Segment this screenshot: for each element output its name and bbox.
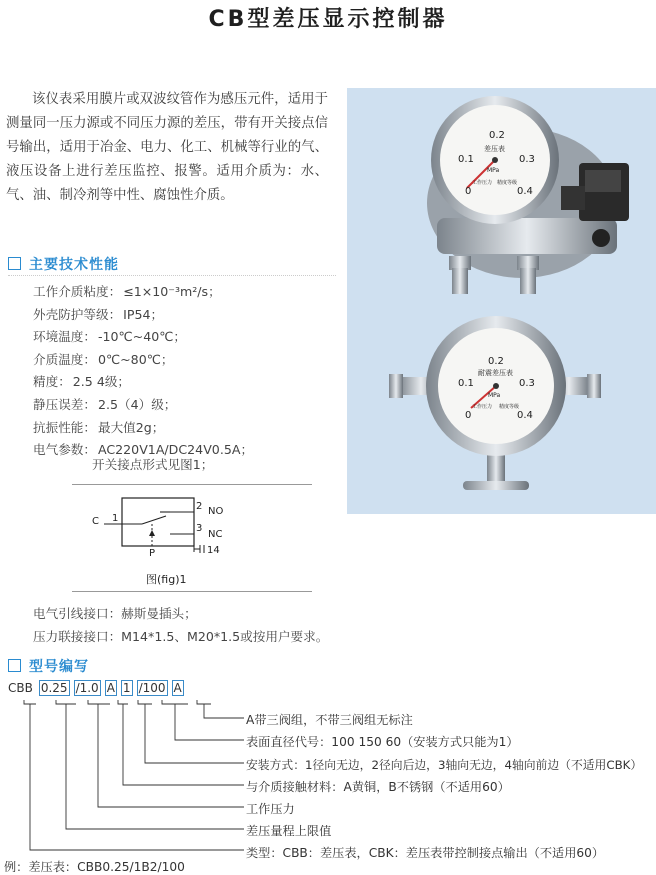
- gauge-bottom-tick: 0: [465, 410, 472, 421]
- model-leader-lines: [0, 697, 250, 857]
- spec-note: 开关接点形式见图1；: [92, 457, 214, 472]
- model-code: [8, 680, 184, 696]
- label-p: P: [149, 548, 156, 559]
- label-nc: NC: [208, 529, 223, 540]
- figure-bottom-rule: [72, 591, 312, 592]
- legend-item: A带三阀组，不带三阀组无标注: [246, 713, 413, 727]
- model-part: /100: [138, 681, 166, 695]
- gauge-top-tick: 0.2: [489, 130, 505, 141]
- gauge-bottom-tick: 0.4: [517, 410, 533, 421]
- gauge-bottom-text: 工作压力: [472, 404, 493, 410]
- legend-item: 表面直径代号：100 150 60（安装方式只能为1）: [246, 735, 519, 749]
- gauge-bottom-tick: 0.1: [458, 378, 474, 389]
- section-title-model: 型号编写: [8, 656, 89, 676]
- gauge-bottom-assembly: [389, 316, 601, 490]
- gauge-top-name: 差压表: [484, 145, 505, 153]
- section-marker-icon: [8, 659, 21, 672]
- spec-item: 抗振性能： 最大值2g；: [33, 419, 165, 435]
- spec-item: 工作介质粘度： ≤1×10⁻³m²/s；: [33, 284, 221, 299]
- intro-paragraph: 该仪表采用膜片或双波纹管作为感压元件，适用于测量同一压力源或不同压力源的差压，带有开关接点信号输出，适用于冶金、电力、化工、机械等行业的气、液压设备上进行差压监控、报警。适用介质为：水、气、油、制冷剂等中性、腐蚀性介质。: [6, 92, 328, 203]
- gauge-bottom-name: 耐震差压表: [478, 369, 513, 377]
- pressure-arrow: [149, 530, 155, 536]
- page-title: CB型差压显示控制器: [208, 7, 448, 32]
- label-no: NO: [208, 506, 224, 517]
- legend-item: 安装方式：1径向无边，2径向后边，3轴向无边，4轴向前边（不适用CBK）: [246, 758, 643, 772]
- gauge-bottom-tick: 0.2: [488, 356, 504, 367]
- spec-item: 电气引线接口：赫斯曼插头；: [33, 606, 197, 621]
- switch-contact-diagram: [90, 490, 250, 570]
- product-photo-illustration: [347, 88, 656, 514]
- gauge-top-text: 精度等级: [497, 180, 518, 186]
- gauge-top-unit: MPa: [487, 167, 500, 174]
- section-divider: [8, 275, 336, 276]
- legend-item: 差压量程上限值: [246, 824, 332, 838]
- section-title-specs: 主要技术性能: [8, 254, 119, 274]
- gauge-top-tick: 0.4: [517, 186, 533, 197]
- model-part: 1: [122, 681, 131, 695]
- spec-list: [33, 281, 253, 462]
- switch-arm: [142, 516, 166, 524]
- model-part: /1.0: [75, 681, 99, 695]
- figure-caption: 图(fig)1: [146, 573, 187, 586]
- legend-item: 与介质接触材料：A黄铜，B不锈钢（不适用60）: [246, 780, 510, 794]
- figure-top-rule: [72, 484, 312, 485]
- section-marker-icon: [8, 257, 21, 270]
- gauge-bottom-unit: MPa: [488, 392, 501, 399]
- model-part: 0.25: [40, 681, 68, 695]
- switch-body: [122, 498, 194, 546]
- model-prefix: CBB: [8, 681, 33, 695]
- spec-item: 压力联接接口：M14*1.5、M20*1.5或按用户要求。: [33, 629, 329, 644]
- spec-item: 静压误差： 2.5（4）级；: [33, 396, 177, 412]
- gauge-bottom-tick: 0.3: [519, 378, 535, 389]
- spec-item: 环境温度： -10℃~40℃；: [33, 329, 186, 345]
- model-part: A: [173, 681, 182, 695]
- gauge-bottom-text: 精度等级: [499, 404, 520, 410]
- gauge-top-tick: 0.1: [458, 154, 474, 165]
- label-c: C: [92, 516, 99, 527]
- legend-item: 工作压力: [246, 802, 295, 816]
- spec-item: 外壳防护等级： IP54；: [33, 306, 164, 322]
- label-14: 14: [207, 545, 220, 556]
- label-2: 2: [196, 501, 203, 512]
- label-3: 3: [196, 523, 203, 534]
- gauge-top-tick: 0: [465, 186, 472, 197]
- legend-item: 类型：CBB：差压表，CBK：差压表带控制接点输出（不适用60）: [246, 846, 605, 860]
- model-example: 例：差压表：CBB0.25/1B2/100: [4, 860, 185, 874]
- gauge-top-text: 工作压力: [472, 180, 493, 186]
- product-photo: [347, 88, 656, 514]
- spec-item: 介质温度： 0℃~80℃；: [33, 351, 174, 367]
- model-part: A: [106, 681, 115, 695]
- spec-item: 电气参数： AC220V1A/DC24V0.5A；: [33, 442, 254, 458]
- label-1: 1: [112, 513, 119, 524]
- gauge-top-tick: 0.3: [519, 154, 535, 165]
- spec-item: 精度： 2.5 4级；: [33, 374, 131, 390]
